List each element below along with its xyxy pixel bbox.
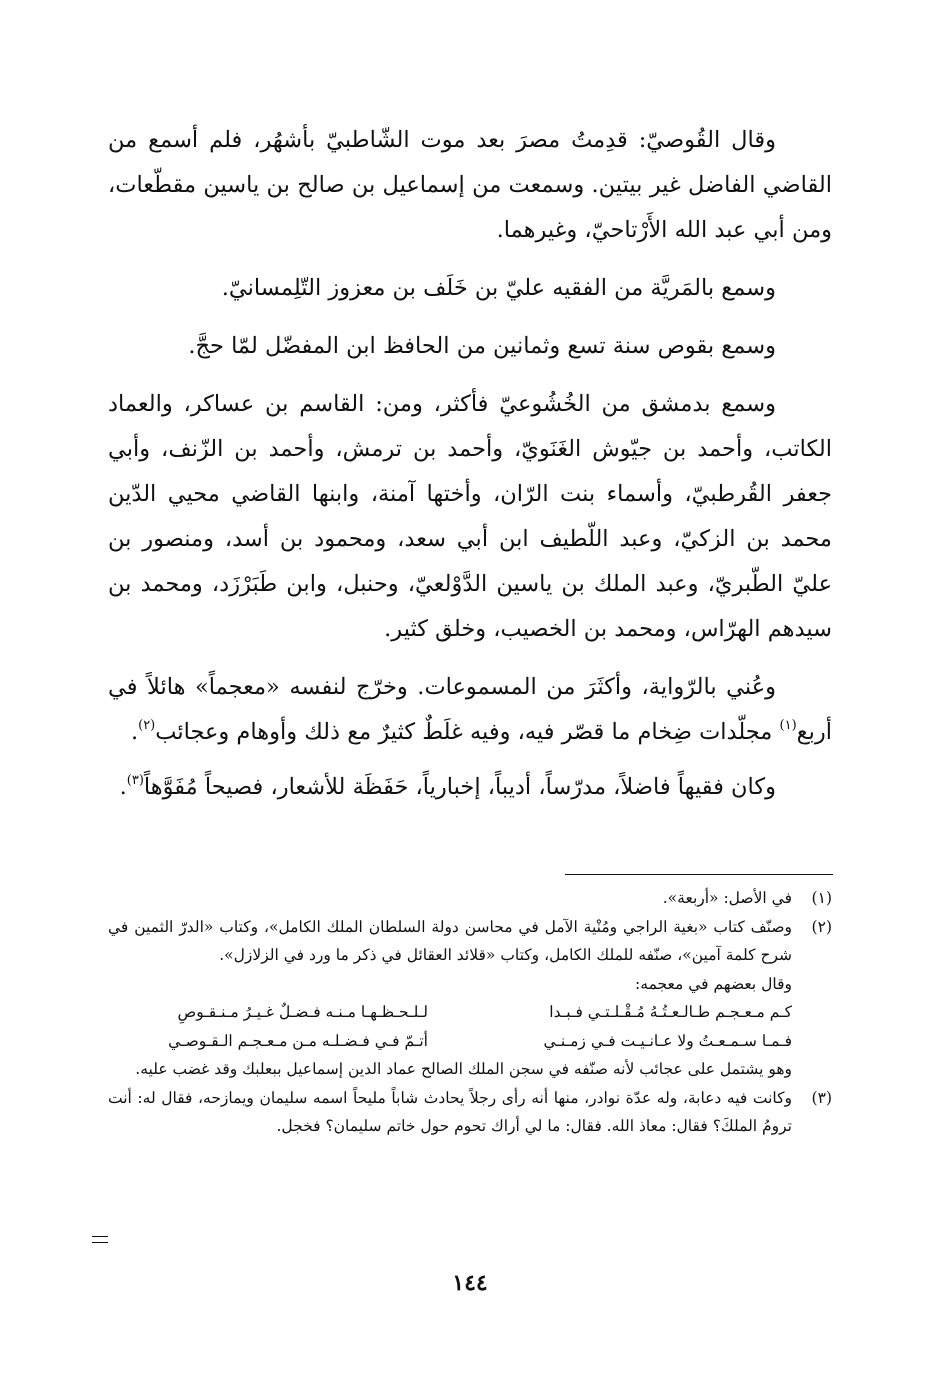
footnote-ref-1: (١) xyxy=(779,718,797,733)
paragraph-6-part-b: . xyxy=(119,774,127,800)
footnote-ref-2: (٢) xyxy=(138,718,156,733)
footnote-ref-3: (٣) xyxy=(126,773,144,788)
footnote-text: في الأصل: «أربعة». xyxy=(662,889,792,907)
paragraph-5-part-b: مجلّدات ضِخام ما قصّر فيه، وفيه غلَطٌ كثيرٌ مع ذلك وأوهام وعجائب xyxy=(155,719,780,745)
paragraph-6-part-a: وكان فقيهاً فاضلاً، مدرّساً، أديباً، إخبارياً، حَفَظَة للأشعار، فصيحاً مُفَوَّهاً xyxy=(143,774,776,800)
poem-verses xyxy=(108,998,792,1055)
footnotes xyxy=(108,884,832,1141)
footnote-number: (٣) xyxy=(811,1088,832,1107)
footnote-number: (١) xyxy=(811,889,832,907)
footnote-text: وصنّف كتاب «بغية الراجي ومُنْية الآمل في محاسن دولة السلطان الملك الكامل»، وكتاب «الدرّ الثمين في شرح كلمة آمين»، صنّفه للملك الكامل، وكتاب «قلائد العقائل في ذكر ما ورد في الزلازل». xyxy=(108,917,792,964)
footnote-text: وكانت فيه دعابة، وله عدّة نوادر، منها أنه رأى رجلاً يحادث شاباً مليحاً اسمه سليمان ويمازحه، فقال له: أنت ترومُ الملكَ؟ فقال: معاذ الله. فقال: ما لي أراك تحوم حول خاتم سليمان؟ فخجل. xyxy=(108,1088,792,1135)
paragraph-6 xyxy=(108,768,832,806)
footnote-2 xyxy=(108,913,832,1084)
main-text xyxy=(108,118,832,806)
footnote-text-continued: وهو يشتمل على عجائب لأنه صنّفه في سجن الملك الصالح عماد الدين إسماعيل ببعلبك وقد غضب عليه. xyxy=(135,1060,792,1078)
footnote-3 xyxy=(108,1084,832,1141)
footnote-1 xyxy=(108,884,832,913)
footnote-separator xyxy=(565,874,833,875)
verse-1-second-hemistich: لـلـحـظـهـا مـنـه فـضـلٌ غـيـرُ مـنـقـوصِ xyxy=(177,1003,428,1021)
continuation-mark xyxy=(92,1236,108,1243)
paragraph-5-part-a: وعُني بالرّواية، وأكثَرَ من المسموعات. وخرّج لنفسه «معجماً» هائلاً في أربع xyxy=(108,674,832,745)
paragraph-5 xyxy=(108,665,832,755)
verse-2-first-hemistich: فـمـا سـمـعـتُ ولا عـانـيـت فـي زمـنـي xyxy=(543,1031,792,1050)
page-number: ١٤٤ xyxy=(452,1270,488,1296)
paragraph-5-part-c: . xyxy=(130,719,139,745)
verse-2-second-hemistich: أتـمّ فـي فـضـلـه مـن مـعـجـم الـقـوصـي xyxy=(168,1031,428,1050)
paragraph-1: وقال القُوصيّ: قدِمتُ مصرَ بعد موت الشّاطبيّ بأشهُر، فلم أسمع من القاضي الفاضل غير بيتين. وسمعت من إسماعيل بن صالح بن ياسين مقطّعات، ومن أبي عبد الله الأَرْتاحيّ، وغيرهما. xyxy=(108,127,832,243)
verse-1-first-hemistich: كـم مـعـجـم طـالـعـتُـهُ مُـقْـلـتـي فـبـدا xyxy=(549,1003,792,1021)
footnote-verse-intro: وقال بعضهم في معجمه: xyxy=(635,974,792,993)
footnote-number: (٢) xyxy=(811,917,832,936)
paragraph-3: وسمع بقوص سنة تسع وثمانين من الحافظ ابن المفضّل لمّا حجَّ. xyxy=(188,333,776,359)
paragraph-4: وسمع بدمشق من الخُشُوعيّ فأكثر، ومن: القاسم بن عساكر، والعماد الكاتب، وأحمد بن جيّوش الغَنَويّ، وأحمد بن ترمش، وأحمد بن الزّنف، وأبي جعفر القُرطبيّ، وأسماء بنت الرّان، وأختها آمنة، وابنها القاضي محيي الدّين محمد بن الزكيّ، وعبد اللّطيف ابن أبي سعد، ومحمود بن أسد، ومنصور بن عليّ الطّبريّ، وعبد الملك بن ياسين الدَّوْلعيّ، وحنبل، وابن طَبَرْزَد، ومحمد بن سيدهم الهرّاس، ومحمد بن الخصيب، وخلق كثير. xyxy=(108,391,832,642)
paragraph-2: وسمع بالمَريَّة من الفقيه عليّ بن خَلَف بن معزوز التّلِمسانيّ. xyxy=(221,275,776,301)
